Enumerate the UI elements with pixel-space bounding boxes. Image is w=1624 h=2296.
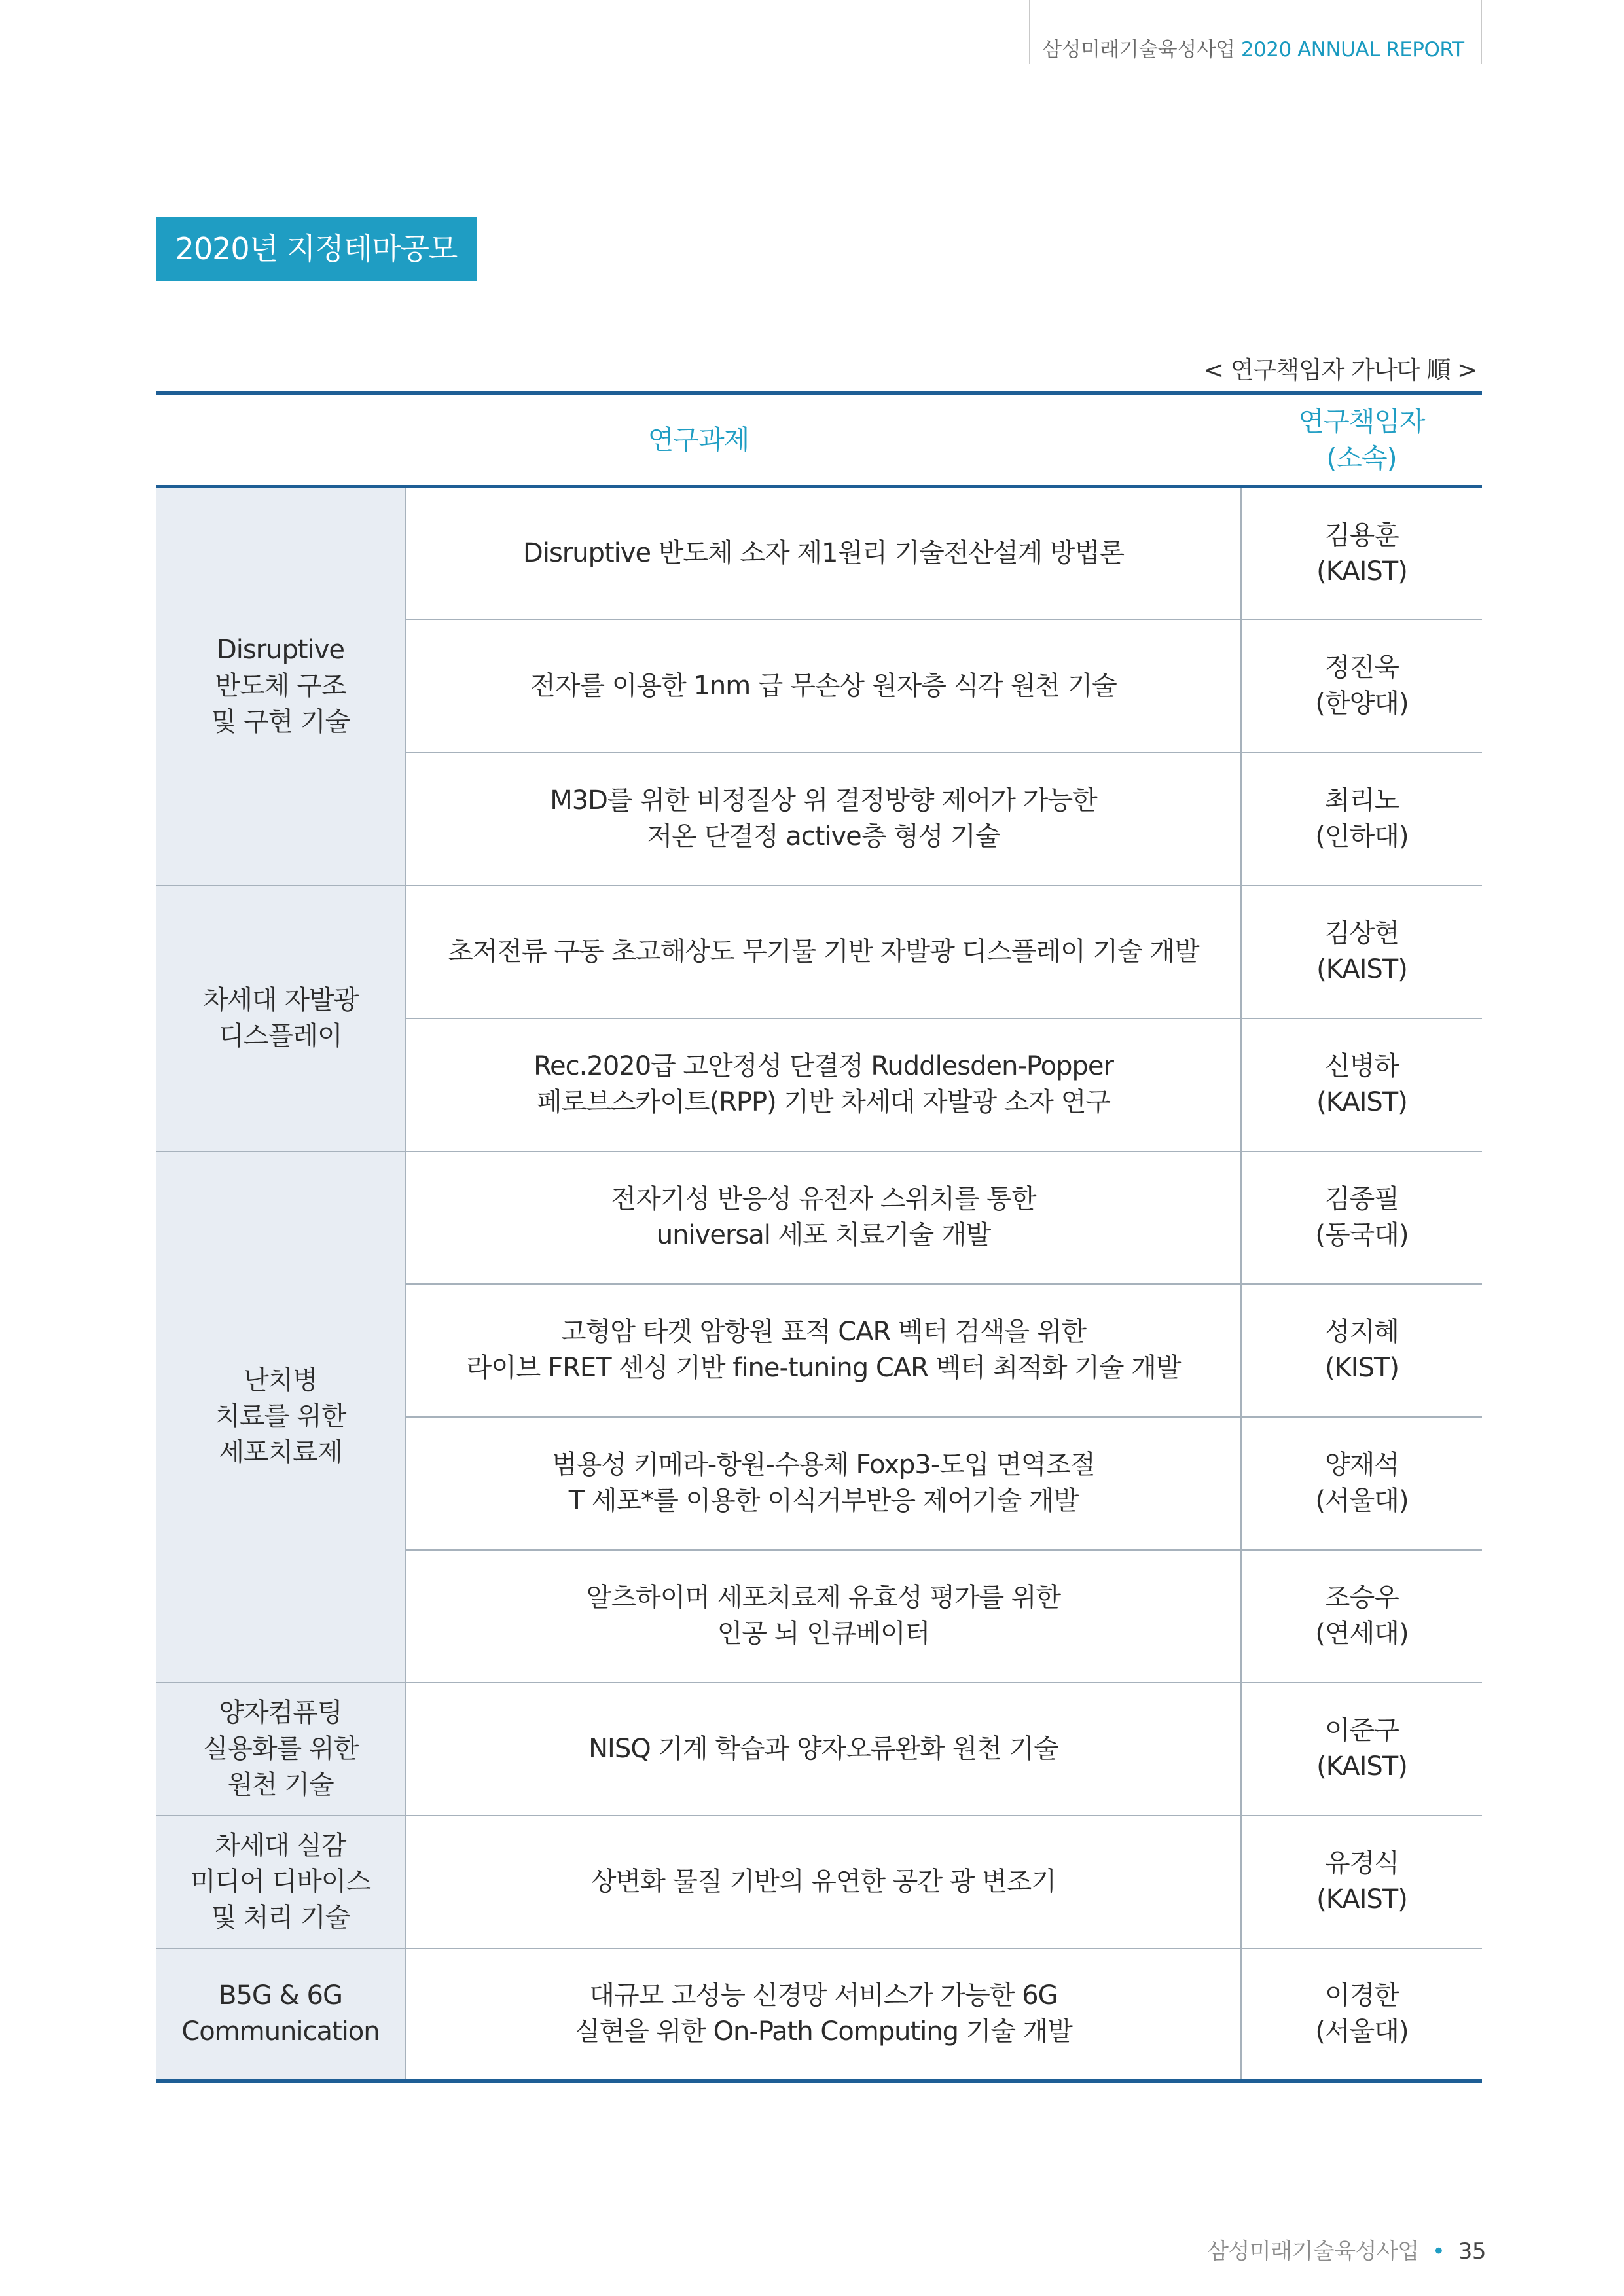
project-title-line: 전자를 이용한 1nm 급 무손상 원자층 식각 원천 기술: [530, 670, 1117, 701]
header-project-label: 연구과제: [647, 424, 749, 456]
header-report: 2020 ANNUAL REPORT: [1240, 38, 1464, 62]
project-title-line: 고형암 타겟 암항원 표적 CAR 벡터 검색을 위한: [561, 1317, 1086, 1347]
pi-cell: [1241, 886, 1482, 1018]
pi-cell: [1241, 1018, 1482, 1151]
category-cell: [156, 1151, 406, 1683]
pi-cell: [1241, 1816, 1482, 1948]
project-title-cell: [406, 1284, 1241, 1417]
project-title-line: Rec.2020급 고안정성 단결정 Ruddlesden-Popper: [533, 1051, 1113, 1081]
projects-table: [156, 391, 1482, 2083]
project-title-cell: [406, 1948, 1241, 2081]
category-line: 세포치료제: [219, 1437, 342, 1467]
pi-name: 조승우: [1325, 1583, 1399, 1613]
footer-org: 삼성미래기술육성사업: [1207, 2238, 1419, 2265]
section-title: 2020년 지정테마공모: [156, 217, 477, 281]
project-title-line: T 세포*를 이용한 이식거부반응 제어기술 개발: [568, 1486, 1079, 1516]
pi-affiliation: (KAIST): [1316, 1884, 1407, 1914]
project-title-cell: [406, 753, 1241, 886]
pi-cell: [1241, 1151, 1482, 1284]
category-cell: [156, 1948, 406, 2081]
category-line: Disruptive: [216, 635, 345, 666]
header-org: 삼성미래기술육성사업: [1042, 38, 1235, 62]
pi-name: 김용훈: [1325, 520, 1399, 550]
pi-affiliation: (서울대): [1315, 2017, 1409, 2047]
header-pi-line2: (소속): [1326, 442, 1397, 474]
project-title-cell: [406, 1816, 1241, 1948]
pi-name: 이준구: [1325, 1715, 1399, 1746]
project-title-cell: [406, 1151, 1241, 1284]
category-cell: [156, 487, 406, 886]
project-title-line: 상변화 물질 기반의 유연한 공간 광 변조기: [590, 1866, 1056, 1897]
category-line: 디스플레이: [219, 1020, 342, 1051]
running-header: [1042, 33, 1464, 62]
project-title-line: 알츠하이머 세포치료제 유효성 평가를 위한: [586, 1583, 1061, 1613]
project-title-cell: [406, 487, 1241, 620]
page-footer: [1113, 2233, 1486, 2265]
pi-name: 정진욱: [1325, 653, 1399, 683]
category-line: 반도체 구조: [215, 671, 346, 702]
pi-affiliation: (동국대): [1315, 1220, 1409, 1250]
category-line: 미디어 디바이스: [190, 1866, 371, 1897]
order-note: < 연구책임자 가나다 順 >: [1204, 356, 1477, 384]
category-line: 차세대 실감: [215, 1830, 346, 1861]
pi-name: 양재석: [1325, 1450, 1399, 1480]
table-row: [156, 1683, 1482, 1816]
pi-affiliation: (연세대): [1315, 1619, 1409, 1649]
project-title-line: 페로브스카이트(RPP) 기반 차세대 자발광 소자 연구: [537, 1087, 1110, 1117]
project-title-line: 대규모 고성능 신경망 서비스가 가능한 6G: [589, 1981, 1058, 2011]
category-line: 난치병: [244, 1365, 317, 1395]
project-title-cell: [406, 1550, 1241, 1683]
pi-cell: [1241, 753, 1482, 886]
category-line: 원천 기술: [227, 1769, 334, 1800]
table-row: [156, 1948, 1482, 2081]
project-title-line: 범용성 키메라-항원-수용체 Foxp3-도입 면역조절: [552, 1450, 1095, 1480]
pi-name: 이경한: [1325, 1981, 1399, 2011]
page-number: 35: [1458, 2238, 1486, 2265]
pi-affiliation: (KAIST): [1316, 954, 1407, 984]
table-body: [156, 487, 1482, 2081]
pi-affiliation: (인하대): [1315, 821, 1409, 852]
table-header-row: [156, 393, 1482, 487]
project-title-line: Disruptive 반도체 소자 제1원리 기술전산설계 방법론: [523, 538, 1124, 569]
pi-affiliation: (한양대): [1315, 689, 1409, 719]
pi-name: 김종필: [1325, 1184, 1399, 1214]
project-title-line: NISQ 기계 학습과 양자오류완화 원천 기술: [588, 1733, 1058, 1764]
category-line: 치료를 위한: [215, 1401, 346, 1431]
category-line: 실용화를 위한: [202, 1733, 359, 1764]
category-cell: [156, 886, 406, 1151]
pi-cell: [1241, 620, 1482, 753]
pi-cell: [1241, 1550, 1482, 1683]
table-row: [156, 886, 1482, 1018]
category-line: Communication: [181, 2017, 380, 2047]
project-title-line: 라이브 FRET 센싱 기반 fine-tuning CAR 벡터 최적화 기술 개발: [466, 1353, 1181, 1383]
table-row: [156, 1151, 1482, 1284]
pi-name: 최리노: [1325, 785, 1399, 816]
pi-affiliation: (서울대): [1315, 1486, 1409, 1516]
category-cell: [156, 1683, 406, 1816]
project-title-line: 저온 단결정 active층 형성 기술: [647, 821, 1000, 852]
header-divider-left: [1029, 0, 1030, 64]
header-pi: [1241, 393, 1482, 487]
project-title-cell: [406, 1683, 1241, 1816]
pi-cell: [1241, 487, 1482, 620]
pi-name: 성지혜: [1325, 1317, 1399, 1347]
pi-affiliation: (KIST): [1324, 1353, 1399, 1383]
project-title-cell: [406, 1417, 1241, 1550]
pi-name: 유경식: [1325, 1848, 1399, 1878]
table-row: [156, 487, 1482, 620]
category-line: B5G & 6G: [219, 1981, 342, 2011]
project-title-line: M3D를 위한 비정질상 위 결정방향 제어가 가능한: [550, 785, 1097, 816]
category-line: 및 구현 기술: [211, 707, 350, 738]
project-title-cell: [406, 886, 1241, 1018]
project-title-line: 초저전류 구동 초고해상도 무기물 기반 자발광 디스플레이 기술 개발: [448, 936, 1199, 967]
project-title-cell: [406, 1018, 1241, 1151]
header-project: [156, 393, 1241, 487]
category-line: 및 처리 기술: [211, 1902, 350, 1933]
project-title-line: 실현을 위한 On-Path Computing 기술 개발: [574, 2017, 1073, 2047]
pi-cell: [1241, 1948, 1482, 2081]
project-title-line: universal 세포 치료기술 개발: [656, 1220, 991, 1250]
table-row: [156, 1816, 1482, 1948]
pi-cell: [1241, 1683, 1482, 1816]
pi-affiliation: (KAIST): [1316, 1087, 1407, 1117]
project-title-line: 인공 뇌 인큐베이터: [717, 1619, 930, 1649]
pi-affiliation: (KAIST): [1316, 1751, 1407, 1782]
pi-cell: [1241, 1417, 1482, 1550]
header-pi-line1: 연구책임자: [1298, 406, 1425, 437]
pi-name: 신병하: [1325, 1051, 1399, 1081]
footer-bullet: •: [1432, 2238, 1445, 2265]
category-cell: [156, 1816, 406, 1948]
pi-affiliation: (KAIST): [1316, 556, 1407, 586]
category-line: 차세대 자발광: [202, 984, 359, 1015]
project-title-cell: [406, 620, 1241, 753]
pi-cell: [1241, 1284, 1482, 1417]
category-line: 양자컴퓨팅: [219, 1697, 342, 1728]
project-title-line: 전자기성 반응성 유전자 스위치를 통한: [611, 1184, 1036, 1214]
header-divider-right: [1481, 0, 1482, 64]
pi-name: 김상현: [1325, 918, 1399, 948]
